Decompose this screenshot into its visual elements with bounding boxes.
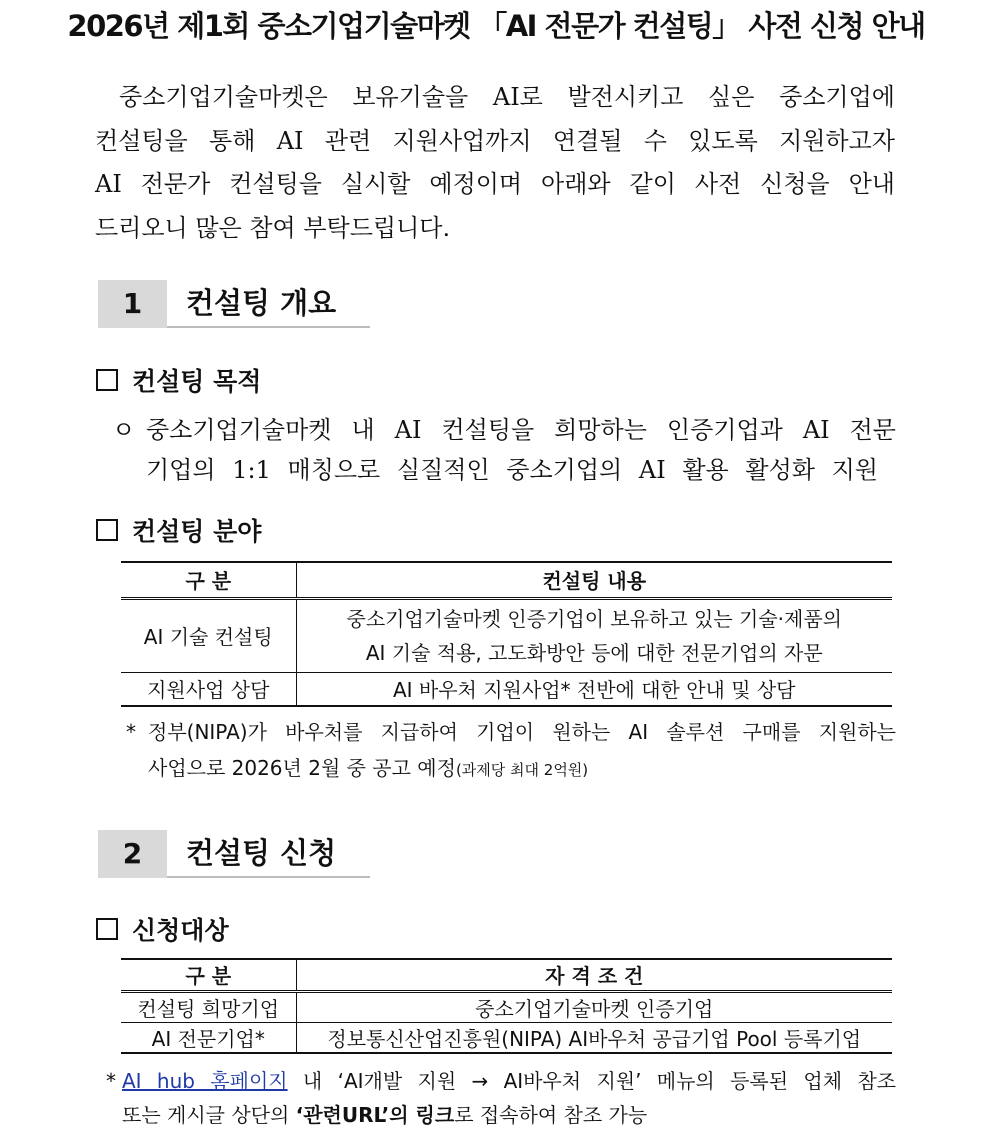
target-heading-text: 신청대상 [132, 916, 229, 945]
field-heading-text: 컨설팅 분야 [132, 517, 262, 546]
cell-line: 중소기업기술마켓 인증기업이 보유하고 있는 기술·제품의 [346, 606, 842, 631]
section-number: 2 [98, 830, 167, 878]
footnote-small-text: (과제당 최대 2억원) [455, 761, 589, 779]
intro-line: 컨설팅을 통해 AI 관련 지원사업까지 연결될 수 있도록 지원하고자 [95, 126, 895, 155]
section-2-header [98, 830, 370, 878]
footnote-marker: * [126, 720, 136, 744]
table-header: 구 분 [121, 562, 296, 598]
purpose-line: 중소기업기술마켓 내 AI 컨설팅을 희망하는 인증기업과 AI 전문 [146, 416, 896, 444]
intro-line: 중소기업기술마켓은 보유기술을 AI로 발전시키고 싶은 중소기업에 [119, 83, 895, 111]
purpose-line: 기업의 1:1 매칭으로 실질적인 중소기업의 AI 활용 활성화 지원 [146, 456, 878, 484]
square-bullet-icon [96, 369, 118, 391]
eligibility-table [121, 958, 892, 1054]
footnote-line: 정부(NIPA)가 바우처를 지급하여 기업이 원하는 AI 솔루션 구매를 지원하는 [148, 720, 896, 744]
section-number: 1 [98, 280, 167, 328]
table-header: 자 격 조 건 [296, 959, 892, 991]
footnote-bold-text: ‘관련URL’의 링크 [295, 1103, 455, 1127]
table-cell: 컨설팅 희망기업 [121, 991, 296, 1022]
table-cell: AI 전문기업* [121, 1022, 296, 1053]
page-title: 2026년 제1회 중소기업기술마켓 「AI 전문가 컨설팅」 사전 신청 안내 [67, 9, 925, 43]
table-row [121, 598, 892, 672]
field-heading [96, 512, 261, 548]
square-bullet-icon [96, 918, 118, 940]
purpose-heading [96, 362, 261, 398]
footnote-line [148, 750, 896, 788]
circle-bullet-icon: ㅇ [112, 416, 136, 444]
table-cell: 지원사업 상담 [121, 672, 296, 706]
section-title: 컨설팅 개요 [186, 286, 337, 320]
table-cell: 중소기업기술마켓 인증기업 [296, 991, 892, 1022]
ai-hub-link[interactable]: AI hub 홈페이지 [122, 1069, 288, 1093]
target-heading [96, 911, 229, 947]
footnote-text: 사업으로 2026년 2월 중 공고 예정 [148, 756, 456, 780]
table-row [121, 991, 892, 1022]
cell-line: AI 기술 적용, 고도화방안 등에 대한 전문기업의 자문 [365, 640, 823, 665]
footnote-text: 또는 게시글 상단의 [122, 1103, 296, 1127]
purpose-bullet [112, 410, 896, 490]
footnote-line [122, 1064, 896, 1098]
intro-line: AI 전문가 컨설팅을 실시할 예정이며 아래와 같이 사전 신청을 안내 [95, 170, 895, 198]
consulting-field-table [121, 561, 892, 707]
section-underline [167, 326, 370, 328]
table-cell: AI 바우처 지원사업* 전반에 대한 안내 및 상담 [296, 672, 892, 706]
intro-line: 드리오니 많은 참여 부탁드립니다. [95, 213, 451, 242]
footnote-text: 로 접속하여 참조 가능 [454, 1103, 648, 1127]
intro-paragraph [95, 76, 895, 250]
section-1-header [98, 280, 370, 328]
footnote-line [122, 1098, 896, 1132]
ai-expert-footnote [106, 1064, 896, 1132]
table-cell [296, 598, 892, 672]
voucher-footnote [126, 714, 896, 788]
table-cell: AI 기술 컨설팅 [121, 598, 296, 672]
square-bullet-icon [96, 519, 118, 541]
table-row [121, 672, 892, 706]
section-title: 컨설팅 신청 [186, 836, 337, 870]
table-row [121, 1022, 892, 1053]
purpose-heading-text: 컨설팅 목적 [132, 367, 262, 396]
table-header: 컨설팅 내용 [296, 562, 892, 598]
table-header: 구 분 [121, 959, 296, 991]
footnote-marker: * [106, 1069, 116, 1093]
section-underline [167, 876, 370, 878]
footnote-text: 내 ‘AI개발 지원 → AI바우처 지원’ 메뉴의 등록된 업체 참조 [287, 1069, 897, 1093]
table-cell: 정보통신산업진흥원(NIPA) AI바우처 공급기업 Pool 등록기업 [296, 1022, 892, 1053]
